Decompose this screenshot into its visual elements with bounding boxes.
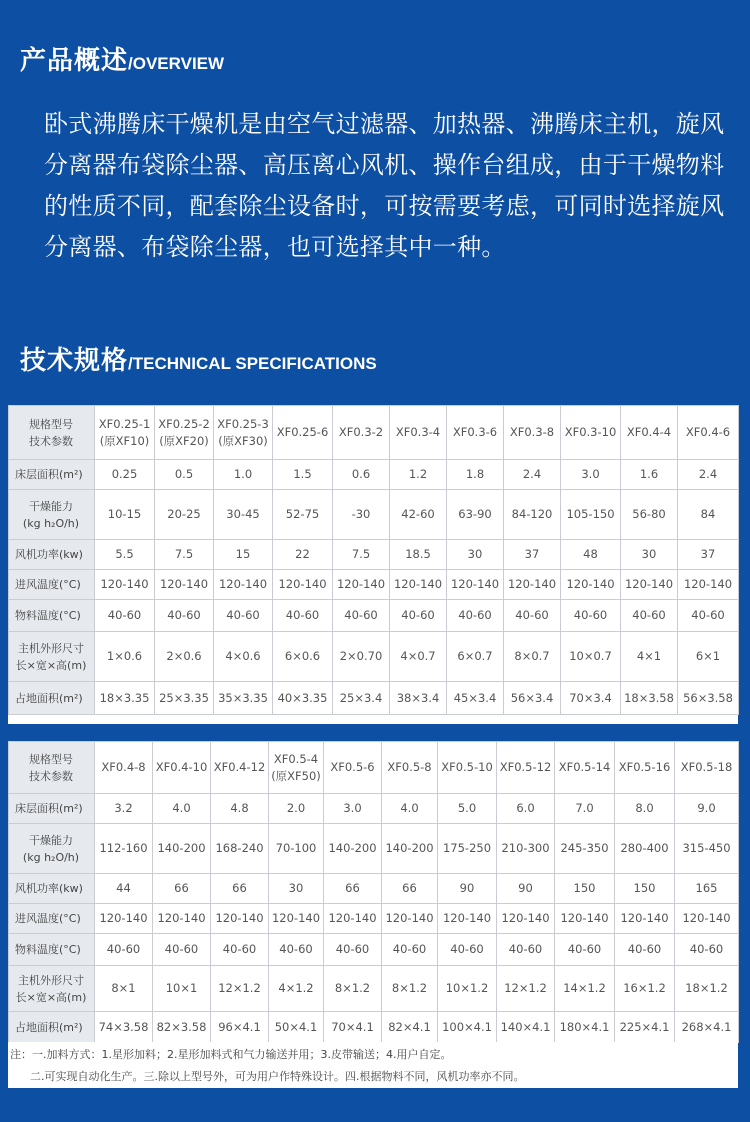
value-cell: 40-60: [675, 934, 739, 966]
value-cell: 18.5: [390, 540, 447, 570]
value-cell: 40-60: [504, 600, 561, 632]
value-cell: 66: [382, 874, 438, 904]
cell-text: XF0.4-10: [155, 760, 208, 774]
value-cell: 70×3.4: [561, 682, 621, 715]
value-cell: 140×4.1: [497, 1012, 555, 1043]
value-cell: 120-140: [555, 904, 615, 934]
value-cell: 6.0: [497, 794, 555, 824]
value-cell: 210-300: [497, 824, 555, 874]
value-cell: 18×1.2: [675, 966, 739, 1012]
value-cell: 120-140: [438, 904, 497, 934]
value-cell: 40-60: [678, 600, 739, 632]
value-cell: 7.0: [555, 794, 615, 824]
model-header-cell: [497, 742, 555, 794]
value-cell: 25×3.35: [155, 682, 214, 715]
model-header-cell: [678, 406, 739, 460]
value-cell: 2×0.6: [155, 632, 214, 682]
value-cell: 1.2: [390, 460, 447, 490]
value-cell: 120-140: [95, 570, 155, 600]
value-cell: 4×1.2: [269, 966, 324, 1012]
value-cell: 40-60: [324, 934, 382, 966]
model-header-cell: [333, 406, 390, 460]
row-label-cell: [9, 490, 95, 540]
value-cell: 268×4.1: [675, 1012, 739, 1043]
value-cell: 15: [214, 540, 273, 570]
model-header-cell: [95, 742, 153, 794]
value-cell: 225×4.1: [615, 1012, 675, 1043]
value-cell: 84: [678, 490, 739, 540]
value-cell: 6×1: [678, 632, 739, 682]
value-cell: 140-200: [324, 824, 382, 874]
value-cell: 120-140: [95, 904, 153, 934]
cell-text: 占地面积(m²): [15, 1020, 83, 1034]
value-cell: 165: [675, 874, 739, 904]
value-cell: 3.0: [324, 794, 382, 824]
value-cell: 40-60: [390, 600, 447, 632]
value-cell: 120-140: [382, 904, 438, 934]
value-cell: 10×0.7: [561, 632, 621, 682]
cell-text: 主机外形尺寸: [18, 973, 84, 987]
value-cell: 14×1.2: [555, 966, 615, 1012]
value-cell: 66: [211, 874, 269, 904]
value-cell: 2.0: [269, 794, 324, 824]
table-row: [9, 632, 739, 682]
value-cell: 0.6: [333, 460, 390, 490]
cell-text: 床层面积(m²): [15, 468, 83, 481]
value-cell: 0.25: [95, 460, 155, 490]
value-cell: 90: [497, 874, 555, 904]
value-cell: 22: [273, 540, 333, 570]
value-cell: 2×0.70: [333, 632, 390, 682]
value-cell: 40-60: [333, 600, 390, 632]
value-cell: 40-60: [438, 934, 497, 966]
cell-text: XF0.25-1: [98, 416, 151, 431]
value-cell: 66: [153, 874, 211, 904]
value-cell: 4.8: [211, 794, 269, 824]
value-cell: 120-140: [504, 570, 561, 600]
cell-text: 长×宽×高(m): [15, 658, 87, 672]
value-cell: 150: [615, 874, 675, 904]
value-cell: 6×0.7: [447, 632, 504, 682]
table-row: [9, 540, 739, 570]
value-cell: 8×1: [95, 966, 153, 1012]
row-label-cell: [9, 570, 95, 600]
header-row: [9, 742, 739, 794]
cell-text: XF0.5-6: [330, 760, 375, 774]
row-label-cell: [9, 874, 95, 904]
value-cell: 40-60: [155, 600, 214, 632]
value-cell: 245-350: [555, 824, 615, 874]
cell-text: XF0.3-6: [452, 425, 498, 439]
spec-table-1-panel: [8, 405, 738, 724]
table-row: [9, 460, 739, 490]
cell-text: XF0.3-10: [564, 425, 617, 439]
value-cell: 1.8: [447, 460, 504, 490]
value-cell: 120-140: [615, 904, 675, 934]
value-cell: 9.0: [675, 794, 739, 824]
value-cell: 6×0.6: [273, 632, 333, 682]
value-cell: 315-450: [675, 824, 739, 874]
model-header-cell: [382, 742, 438, 794]
value-cell: 82×4.1: [382, 1012, 438, 1043]
row-label-cell: [9, 904, 95, 934]
value-cell: 120-140: [621, 570, 678, 600]
value-cell: 1×0.6: [95, 632, 155, 682]
table-row: [9, 934, 739, 966]
row-label-cell: [9, 824, 95, 874]
value-cell: 40-60: [621, 600, 678, 632]
value-cell: 84-120: [504, 490, 561, 540]
cell-text: (原XF50): [271, 768, 321, 783]
row-label-cell: [9, 1012, 95, 1043]
overview-text: 卧式沸腾床干燥机是由空气过滤器、加热器、沸腾床主机，旋风分离器布袋除尘器、高压离心风机、操作台组成，由于干燥物料的性质不同，配套除尘设备时，可按需要考虑，可同时选择旋风分离器、布袋除尘器，也可选择其中一种。: [44, 110, 725, 261]
overview-title: 产品概述: [20, 46, 129, 76]
value-cell: 40-60: [615, 934, 675, 966]
value-cell: 5.5: [95, 540, 155, 570]
model-header-cell: [95, 406, 155, 460]
model-header-cell: [504, 406, 561, 460]
value-cell: 120-140: [678, 570, 739, 600]
value-cell: 4×0.7: [390, 632, 447, 682]
value-cell: 5.0: [438, 794, 497, 824]
row-label-cell: [9, 540, 95, 570]
value-cell: 40-60: [269, 934, 324, 966]
value-cell: 1.6: [621, 460, 678, 490]
cell-text: XF0.4-8: [101, 760, 146, 774]
value-cell: 140-200: [382, 824, 438, 874]
cell-text: 进风温度(°C): [15, 578, 81, 591]
value-cell: 35×3.35: [214, 682, 273, 715]
cell-text: 干燥能力: [29, 833, 73, 847]
value-cell: 120-140: [211, 904, 269, 934]
value-cell: 7.5: [333, 540, 390, 570]
value-cell: 8×0.7: [504, 632, 561, 682]
value-cell: 63-90: [447, 490, 504, 540]
value-cell: 2.4: [504, 460, 561, 490]
value-cell: 74×3.58: [95, 1012, 153, 1043]
value-cell: 4×1: [621, 632, 678, 682]
value-cell: 4.0: [382, 794, 438, 824]
cell-text: XF0.25-2: [158, 416, 210, 431]
header-row: [9, 406, 739, 460]
value-cell: 100×4.1: [438, 1012, 497, 1043]
model-header-cell: [438, 742, 497, 794]
value-cell: 105-150: [561, 490, 621, 540]
spec-notes: [8, 1042, 738, 1088]
cell-text: XF0.4-4: [626, 425, 672, 439]
cell-text: XF0.3-2: [338, 425, 384, 439]
cell-text: XF0.3-8: [509, 425, 555, 439]
value-cell: 168-240: [211, 824, 269, 874]
table-row: [9, 1012, 739, 1043]
cell-text: (原XF20): [159, 433, 209, 448]
value-cell: 40-60: [95, 934, 153, 966]
value-cell: 40-60: [555, 934, 615, 966]
value-cell: 175-250: [438, 824, 497, 874]
cell-text: 长×宽×高(m): [15, 990, 87, 1004]
header-label-cell: [9, 406, 95, 460]
cell-text: (原XF30): [218, 433, 268, 448]
value-cell: 112-160: [95, 824, 153, 874]
row-label-cell: [9, 460, 95, 490]
value-cell: 10×1: [153, 966, 211, 1012]
value-cell: 52-75: [273, 490, 333, 540]
value-cell: 90: [438, 874, 497, 904]
model-header-cell: [155, 406, 214, 460]
value-cell: 16×1.2: [615, 966, 675, 1012]
note-line-1: 注：一.加料方式：1.星形加料；2.星形加料式和气力输送并用；3.皮带输送；4.用户自定。: [10, 1048, 452, 1061]
value-cell: 40-60: [561, 600, 621, 632]
value-cell: 12×1.2: [211, 966, 269, 1012]
value-cell: 3.0: [561, 460, 621, 490]
value-cell: 30: [269, 874, 324, 904]
overview-heading: [20, 40, 224, 77]
cell-text: 物料温度(°C): [15, 609, 81, 622]
value-cell: 56×3.4: [504, 682, 561, 715]
table-row: [9, 682, 739, 715]
model-header-cell: [561, 406, 621, 460]
value-cell: 8×1.2: [324, 966, 382, 1012]
table-row: [9, 570, 739, 600]
cell-text: (kg h₂O/h): [22, 850, 80, 864]
model-header-cell: [615, 742, 675, 794]
cell-text: XF0.5-18: [680, 760, 733, 774]
spec-table-2-panel: [8, 741, 738, 1042]
value-cell: 8×1.2: [382, 966, 438, 1012]
value-cell: 30: [447, 540, 504, 570]
value-cell: 120-140: [561, 570, 621, 600]
model-header-cell: [269, 742, 324, 794]
value-cell: 37: [504, 540, 561, 570]
cell-text: XF0.4-12: [213, 760, 266, 774]
cell-text: 技术参数: [29, 769, 73, 783]
model-header-cell: [447, 406, 504, 460]
value-cell: 56×3.58: [678, 682, 739, 715]
cell-text: 技术参数: [29, 434, 73, 448]
value-cell: 140-200: [153, 824, 211, 874]
value-cell: 120-140: [324, 904, 382, 934]
specs-title-en: /TECHNICAL SPECIFICATIONS: [128, 354, 377, 373]
value-cell: 120-140: [675, 904, 739, 934]
row-label-cell: [9, 794, 95, 824]
value-cell: 38×3.4: [390, 682, 447, 715]
value-cell: 37: [678, 540, 739, 570]
cell-text: 规格型号: [29, 417, 73, 431]
model-header-cell: [273, 406, 333, 460]
specs-heading: [20, 340, 377, 377]
cell-text: XF0.5-14: [558, 760, 611, 774]
row-label-cell: [9, 966, 95, 1012]
table-row: [9, 794, 739, 824]
value-cell: 40-60: [214, 600, 273, 632]
cell-text: XF0.5-16: [618, 760, 671, 774]
model-header-cell: [675, 742, 739, 794]
value-cell: 42-60: [390, 490, 447, 540]
value-cell: 0.5: [155, 460, 214, 490]
value-cell: 96×4.1: [211, 1012, 269, 1043]
value-cell: 3.2: [95, 794, 153, 824]
value-cell: 82×3.58: [153, 1012, 211, 1043]
value-cell: 10-15: [95, 490, 155, 540]
value-cell: 1.5: [273, 460, 333, 490]
value-cell: 48: [561, 540, 621, 570]
row-label-cell: [9, 600, 95, 632]
row-label-cell: [9, 682, 95, 715]
value-cell: 30-45: [214, 490, 273, 540]
header-label-cell: [9, 742, 95, 794]
value-cell: 4.0: [153, 794, 211, 824]
value-cell: 120-140: [447, 570, 504, 600]
value-cell: 10×1.2: [438, 966, 497, 1012]
cell-text: XF0.25-3: [217, 416, 269, 431]
cell-text: XF0.25-6: [276, 425, 329, 439]
value-cell: 120-140: [497, 904, 555, 934]
value-cell: 40-60: [447, 600, 504, 632]
value-cell: 40-60: [211, 934, 269, 966]
value-cell: 20-25: [155, 490, 214, 540]
model-header-cell: [211, 742, 269, 794]
value-cell: 70×4.1: [324, 1012, 382, 1043]
cell-text: 主机外形尺寸: [18, 641, 84, 655]
specs-title: 技术规格: [20, 346, 129, 376]
value-cell: 40×3.35: [273, 682, 333, 715]
value-cell: 45×3.4: [447, 682, 504, 715]
note-line-2: 二.可实现自动化生产。三.除以上型号外，可为用户作特殊设计。四.根据物料不同，风机功率亦不同。: [30, 1070, 525, 1083]
value-cell: 30: [621, 540, 678, 570]
cell-text: 风机功率(kw): [15, 548, 83, 561]
value-cell: 18×3.35: [95, 682, 155, 715]
cell-text: XF0.3-4: [395, 425, 441, 439]
value-cell: 40-60: [273, 600, 333, 632]
cell-text: XF0.5-12: [499, 760, 552, 774]
value-cell: 150: [555, 874, 615, 904]
cell-text: (原XF10): [99, 433, 150, 448]
table-row: [9, 966, 739, 1012]
overview-title-en: /OVERVIEW: [128, 54, 225, 73]
value-cell: 1.0: [214, 460, 273, 490]
value-cell: 120-140: [214, 570, 273, 600]
spec-table-1: [8, 405, 739, 715]
spec-table-2: [8, 741, 739, 1043]
cell-text: 进风温度(°C): [15, 912, 81, 925]
row-label-cell: [9, 632, 95, 682]
value-cell: 4×0.6: [214, 632, 273, 682]
value-cell: 44: [95, 874, 153, 904]
cell-text: XF0.5-8: [387, 760, 432, 774]
value-cell: 120-140: [390, 570, 447, 600]
table-row: [9, 904, 739, 934]
model-header-cell: [214, 406, 273, 460]
table-row: [9, 824, 739, 874]
value-cell: 120-140: [273, 570, 333, 600]
model-header-cell: [324, 742, 382, 794]
cell-text: 干燥能力: [29, 499, 73, 513]
model-header-cell: [390, 406, 447, 460]
value-cell: 56-80: [621, 490, 678, 540]
model-header-cell: [153, 742, 211, 794]
row-label-cell: [9, 934, 95, 966]
value-cell: 18×3.58: [621, 682, 678, 715]
cell-text: XF0.5-4: [273, 751, 319, 766]
value-cell: 120-140: [269, 904, 324, 934]
value-cell: 12×1.2: [497, 966, 555, 1012]
cell-text: 床层面积(m²): [15, 802, 83, 815]
value-cell: 70-100: [269, 824, 324, 874]
table-row: [9, 874, 739, 904]
value-cell: 40-60: [382, 934, 438, 966]
cell-text: 占地面积(m²): [15, 691, 83, 705]
value-cell: 40-60: [497, 934, 555, 966]
value-cell: 25×3.4: [333, 682, 390, 715]
cell-text: 物料温度(°C): [15, 943, 81, 956]
value-cell: -30: [333, 490, 390, 540]
model-header-cell: [555, 742, 615, 794]
value-cell: 7.5: [155, 540, 214, 570]
value-cell: 2.4: [678, 460, 739, 490]
cell-text: 风机功率(kw): [15, 882, 83, 895]
value-cell: 50×4.1: [269, 1012, 324, 1043]
cell-text: XF0.4-6: [685, 425, 731, 439]
model-header-cell: [621, 406, 678, 460]
value-cell: 280-400: [615, 824, 675, 874]
value-cell: 40-60: [153, 934, 211, 966]
value-cell: 120-140: [155, 570, 214, 600]
value-cell: 66: [324, 874, 382, 904]
cell-text: XF0.5-10: [441, 760, 493, 774]
value-cell: 40-60: [95, 600, 155, 632]
table-row: [9, 490, 739, 540]
value-cell: 180×4.1: [555, 1012, 615, 1043]
table-row: [9, 600, 739, 632]
cell-text: (kg h₂O/h): [22, 516, 80, 530]
cell-text: 规格型号: [29, 752, 73, 766]
value-cell: 120-140: [333, 570, 390, 600]
value-cell: 8.0: [615, 794, 675, 824]
value-cell: 120-140: [153, 904, 211, 934]
